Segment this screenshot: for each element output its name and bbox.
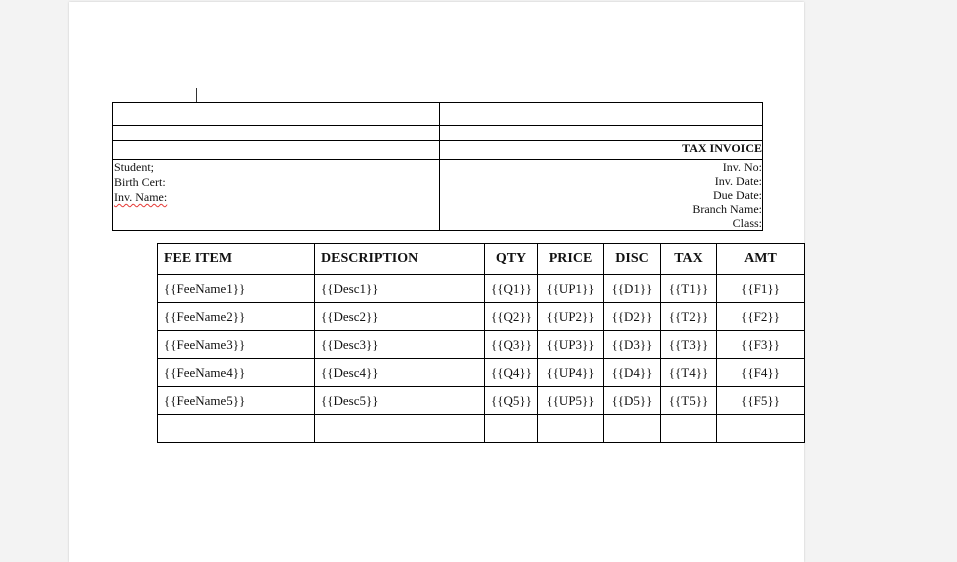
fees-table — [157, 243, 805, 443]
inv-date-label: Inv. Date: — [714, 174, 762, 188]
col-header-disc[interactable]: DISC — [604, 244, 661, 275]
header-cell-empty[interactable] — [113, 103, 440, 126]
tax-cell[interactable]: {{T5}} — [661, 387, 717, 415]
qty-cell[interactable]: {{Q1}} — [485, 275, 538, 303]
header-cell-empty[interactable] — [440, 126, 763, 141]
birth-cert-label: Birth Cert: — [114, 175, 166, 189]
table-row — [158, 275, 805, 303]
qty-cell[interactable]: {{Q3}} — [485, 331, 538, 359]
student-label: Student; — [114, 160, 155, 174]
qty-cell[interactable]: {{Q5}} — [485, 387, 538, 415]
col-header-tax[interactable]: TAX — [661, 244, 717, 275]
price-cell[interactable]: {{UP5}} — [538, 387, 604, 415]
price-cell[interactable]: {{UP1}} — [538, 275, 604, 303]
description-cell[interactable]: {{Desc4}} — [315, 359, 485, 387]
tax-cell[interactable]: {{T1}} — [661, 275, 717, 303]
tax-cell[interactable]: {{T2}} — [661, 303, 717, 331]
student-details-cell[interactable] — [113, 160, 440, 231]
table-row — [158, 415, 805, 443]
invoice-title[interactable]: TAX INVOICE — [440, 141, 763, 160]
amt-cell[interactable]: {{F1}} — [717, 275, 805, 303]
price-cell[interactable] — [538, 415, 604, 443]
description-cell[interactable]: {{Desc2}} — [315, 303, 485, 331]
inv-name-text: Inv. Name: — [114, 190, 168, 204]
tax-cell[interactable]: {{T3}} — [661, 331, 717, 359]
header-cell-empty[interactable] — [113, 126, 440, 141]
tax-cell[interactable] — [661, 415, 717, 443]
header-cell-empty[interactable] — [113, 141, 440, 160]
invoice-details-cell[interactable] — [440, 160, 763, 231]
table-row — [158, 331, 805, 359]
price-cell[interactable]: {{UP2}} — [538, 303, 604, 331]
disc-cell[interactable]: {{D2}} — [604, 303, 661, 331]
amt-cell[interactable] — [717, 415, 805, 443]
qty-cell[interactable]: {{Q2}} — [485, 303, 538, 331]
branch-name-label: Branch Name: — [692, 202, 762, 216]
fee-item-cell[interactable] — [158, 415, 315, 443]
disc-cell[interactable]: {{D5}} — [604, 387, 661, 415]
disc-cell[interactable]: {{D4}} — [604, 359, 661, 387]
col-header-price[interactable]: PRICE — [538, 244, 604, 275]
header-cell-empty[interactable] — [440, 103, 763, 126]
disc-cell[interactable] — [604, 415, 661, 443]
qty-cell[interactable] — [485, 415, 538, 443]
invoice-header-table — [112, 102, 763, 231]
price-cell[interactable]: {{UP3}} — [538, 331, 604, 359]
fee-item-cell[interactable]: {{FeeName2}} — [158, 303, 315, 331]
col-header-fee-item[interactable]: FEE ITEM — [158, 244, 315, 275]
table-row — [158, 359, 805, 387]
fee-item-cell[interactable]: {{FeeName4}} — [158, 359, 315, 387]
table-row — [158, 387, 805, 415]
disc-cell[interactable]: {{D3}} — [604, 331, 661, 359]
description-cell[interactable] — [315, 415, 485, 443]
amt-cell[interactable]: {{F2}} — [717, 303, 805, 331]
disc-cell[interactable]: {{D1}} — [604, 275, 661, 303]
amt-cell[interactable]: {{F5}} — [717, 387, 805, 415]
tax-cell[interactable]: {{T4}} — [661, 359, 717, 387]
col-header-description[interactable]: DESCRIPTION — [315, 244, 485, 275]
amt-cell[interactable]: {{F3}} — [717, 331, 805, 359]
due-date-label: Due Date: — [713, 188, 762, 202]
col-header-amt[interactable]: AMT — [717, 244, 805, 275]
price-cell[interactable]: {{UP4}} — [538, 359, 604, 387]
fee-item-cell[interactable]: {{FeeName5}} — [158, 387, 315, 415]
fee-item-cell[interactable]: {{FeeName1}} — [158, 275, 315, 303]
amt-cell[interactable]: {{F4}} — [717, 359, 805, 387]
fees-header-row — [158, 244, 805, 275]
qty-cell[interactable]: {{Q4}} — [485, 359, 538, 387]
text-cursor — [196, 88, 197, 102]
table-row — [158, 303, 805, 331]
description-cell[interactable]: {{Desc3}} — [315, 331, 485, 359]
col-header-qty[interactable]: QTY — [485, 244, 538, 275]
inv-no-label: Inv. No: — [722, 160, 762, 174]
inv-name-label — [113, 190, 439, 205]
fee-item-cell[interactable]: {{FeeName3}} — [158, 331, 315, 359]
description-cell[interactable]: {{Desc1}} — [315, 275, 485, 303]
class-label: Class: — [732, 216, 762, 230]
description-cell[interactable]: {{Desc5}} — [315, 387, 485, 415]
